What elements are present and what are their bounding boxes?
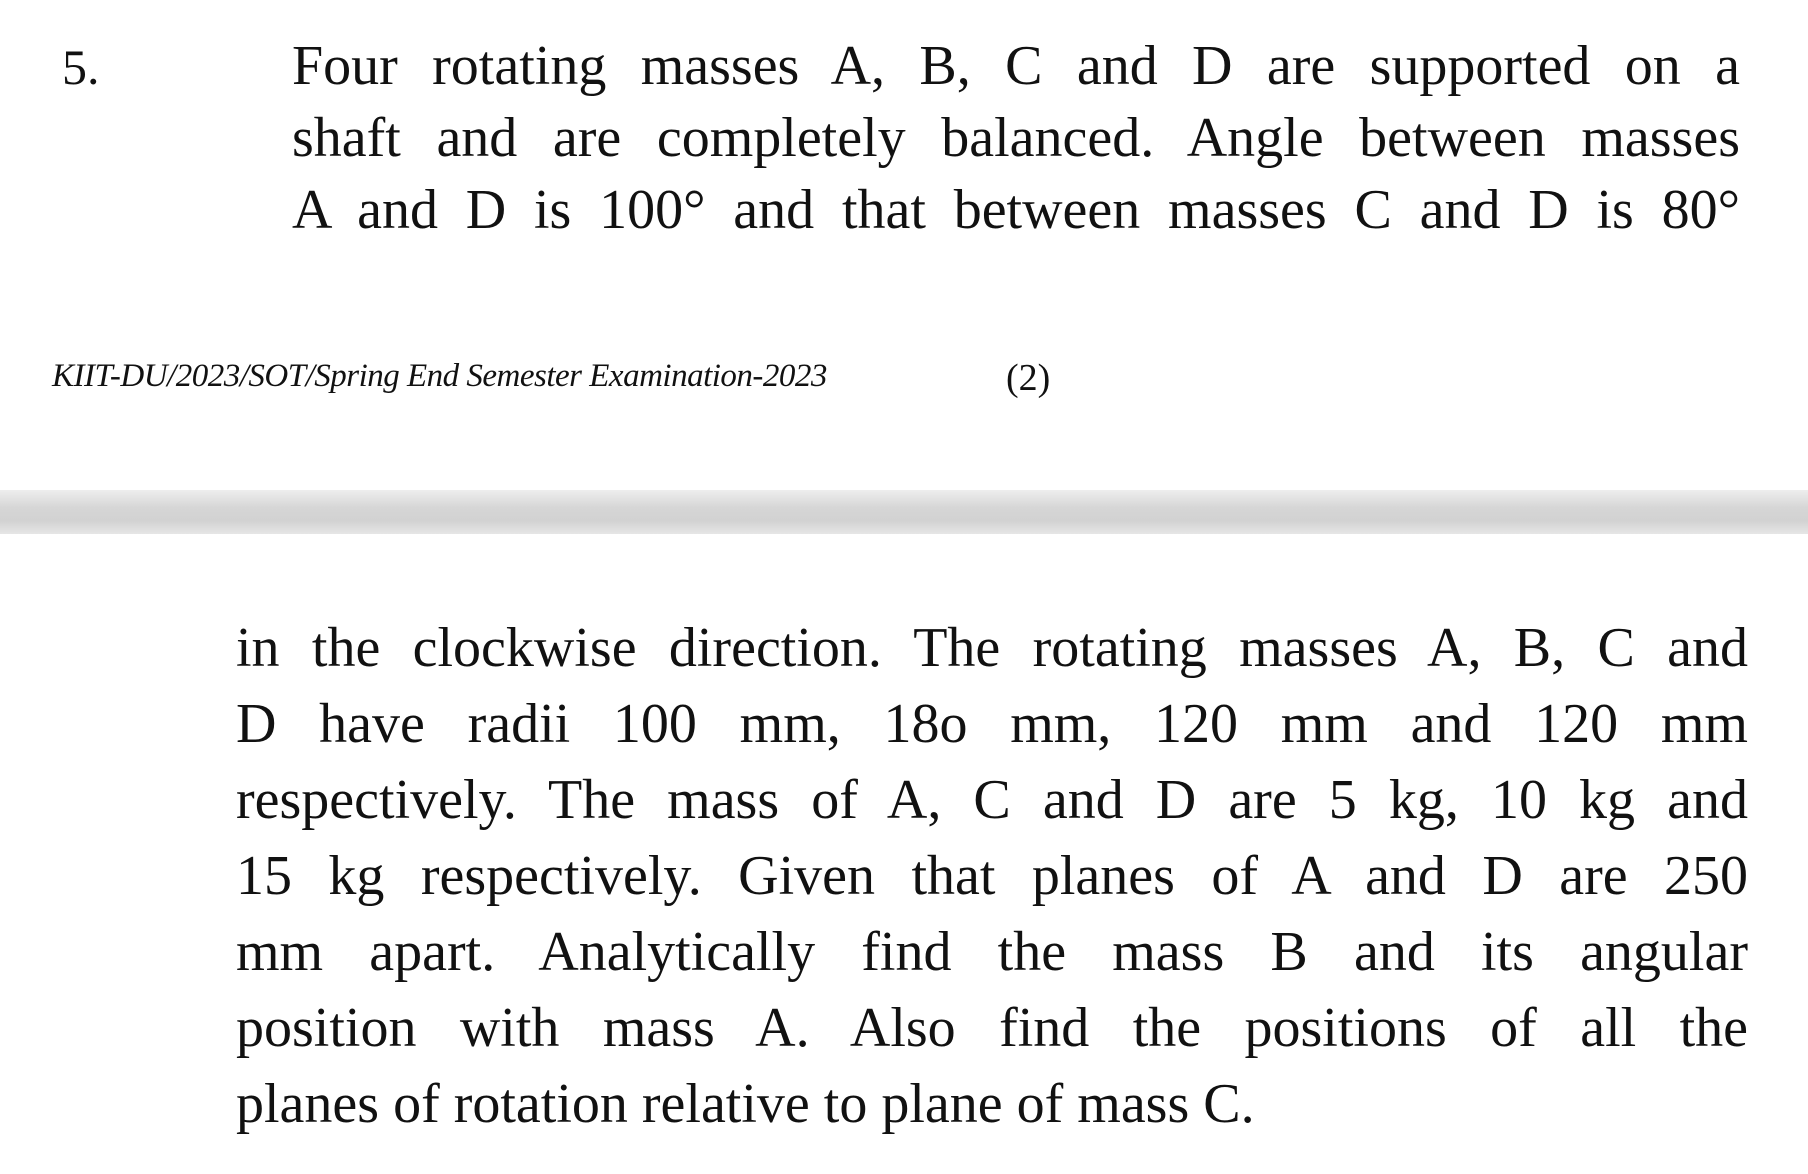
continuation-line: planes of rotation relative to plane of mass C. bbox=[236, 1073, 1255, 1135]
continuation-line: respectively. The mass of A, C and D are 5 kg, 10 kg and bbox=[236, 769, 1748, 831]
page-number: (2) bbox=[1006, 357, 1051, 399]
question-text bbox=[292, 30, 1740, 246]
continuation-line: position with mass A. Also find the positions of all the bbox=[236, 997, 1748, 1059]
continuation-line: mm apart. Analytically find the mass B and its angular bbox=[236, 921, 1748, 983]
question-number: 5. bbox=[62, 39, 100, 95]
page-bottom-section bbox=[0, 534, 1808, 1174]
question-line: Four rotating masses A, B, C and D are supported on a bbox=[292, 35, 1740, 97]
page-divider bbox=[0, 490, 1808, 534]
question-line: shaft and are completely balanced. Angle between masses bbox=[292, 107, 1740, 169]
continuation-line: in the clockwise direction. The rotating masses A, B, C and bbox=[236, 617, 1748, 679]
continuation-line: D have radii 100 mm, 18o mm, 120 mm and 120 mm bbox=[236, 693, 1748, 755]
continuation-line: 15 kg respectively. Given that planes of A and D are 250 bbox=[236, 845, 1748, 907]
exam-footer-label: KIIT-DU/2023/SOT/Spring End Semester Examination-2023 bbox=[52, 358, 827, 394]
question-line: A and D is 100° and that between masses C and D is 80° bbox=[292, 179, 1740, 241]
continuation-text bbox=[236, 610, 1748, 1142]
page-top-section bbox=[0, 0, 1808, 490]
